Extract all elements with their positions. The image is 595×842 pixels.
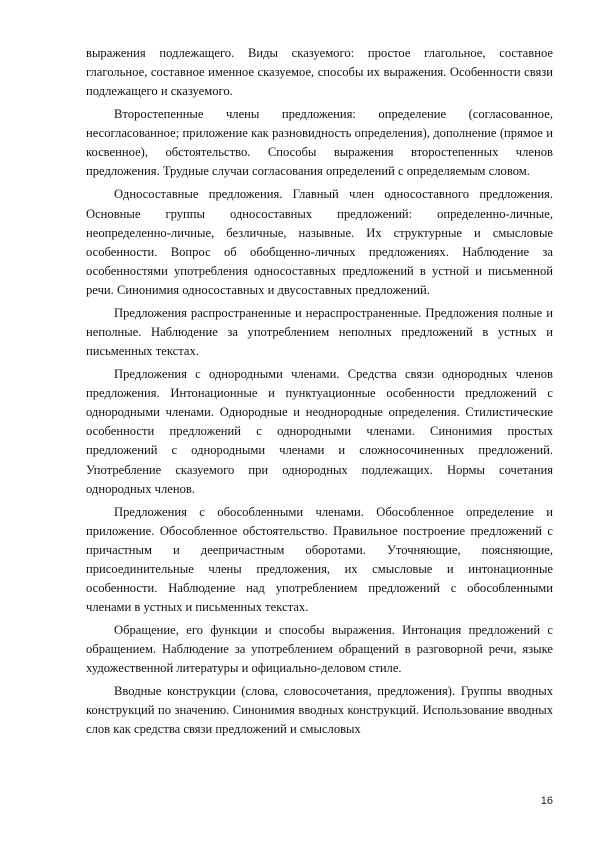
paragraph-secondary-members: Второстепенные члены предложения: определение (согласованное, несогласованное; приложение как разновидность определения), дополнение (прямое и косвенное), обстоятельство. Способы выражения второстепенных членов предложения. Трудные случаи согласования определений с определяемым словом. bbox=[86, 107, 553, 179]
page-body-text bbox=[86, 44, 553, 740]
paragraph-one-part-sentences: Односоставные предложения. Главный член односоставного предложения. Основные группы односоставных предложений: определенно-личные, неопределенно-личные, безличные, назывные. Их структурные и смысловые особенности. Вопрос об обобщенно-личных предложениях. Наблюдение за особенностями употребления односоставных предложений в устной и письменной речи. Синонимия односоставных и двусоставных предложений. bbox=[86, 187, 553, 297]
paragraph-homogeneous-members: Предложения с однородными членами. Средства связи однородных членов предложения. Интонационные и пунктуационные особенности предложений с однородными членами. Однородные и неоднородные определения. Стилистические особенности предложений с однородными членами. Синонимия простых предложений с однородными членами и сложносочиненных предложений. Употребление сказуемого при однородных подлежащих. Нормы сочетания однородных членов. bbox=[86, 367, 553, 496]
paragraph-address: Обращение, его функции и способы выражения. Интонация предложений с обращением. Наблюдение за употреблением обращений в разговорной речи, языке художественной литературы и официально-деловом стиле. bbox=[86, 623, 553, 676]
paragraph-introductory-constructions: Вводные конструкции (слова, словосочетания, предложения). Группы вводных конструкций по значению. Синонимия вводных конструкций. Использование вводных слов как средства связи предложений и смысловых bbox=[86, 684, 553, 737]
paragraph-predicate-types: выражения подлежащего. Виды сказуемого: простое глагольное, составное глагольное, составное именное сказуемое, способы их выражения. Особенности связи подлежащего и сказуемого. bbox=[86, 46, 553, 99]
paragraph-extended-sentences: Предложения распространенные и нераспространенные. Предложения полные и неполные. Наблюдение за употреблением неполных предложений в устных и письменных текстах. bbox=[86, 305, 553, 359]
paragraph-isolated-members: Предложения с обособленными членами. Обособленное определение и приложение. Обособленное обстоятельство. Правильное построение предложений с причастным и деепричастным оборотами. Уточняющие, поясняющие, присоединительные члены предложения, их смысловые и интонационные особенности. Наблюдение над употреблением предложений с обособленными членами в устных и письменных текстах. bbox=[86, 504, 553, 615]
page-number: 16 bbox=[540, 795, 553, 807]
